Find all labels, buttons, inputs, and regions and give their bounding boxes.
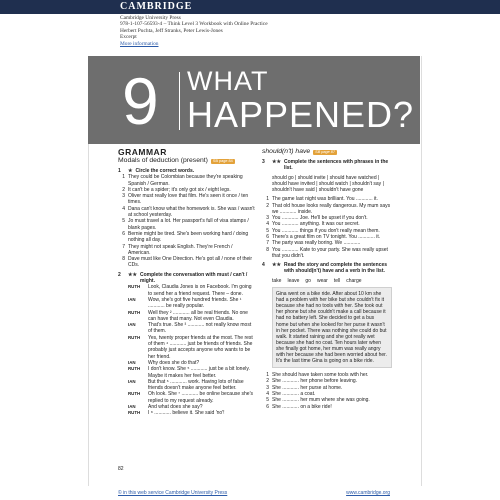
- verb-option: leave: [287, 277, 300, 284]
- unit-number: 9: [122, 64, 159, 138]
- item-text[interactable]: Dana can't know what the homework is. She was / wasn't at school yesterday.: [128, 205, 255, 219]
- item-text[interactable]: It can't be a spider; it's only got six / eight legs.: [128, 186, 231, 193]
- subheading-text: should(n't) have: [262, 148, 311, 155]
- item-text[interactable]: She should have taken some tools with her.: [272, 372, 369, 379]
- item-text[interactable]: You ............ things if you don't really mean them.: [272, 227, 380, 234]
- dialogue-line[interactable]: And what does she say?: [148, 403, 203, 410]
- exercise-instruction: Read the story and complete the sentences with should(n't) have and a verb in the list.: [283, 262, 388, 275]
- item-text[interactable]: Bernie might be tired. She's been working hard / doing nothing all day.: [128, 230, 249, 244]
- exercise-item: [262, 247, 392, 260]
- speaker-name: RUTH: [128, 309, 141, 315]
- dialogue-line[interactable]: That's true. She ³ ............ not really know most of them.: [148, 322, 252, 335]
- verb-option: charge: [346, 277, 362, 284]
- item-number: 6: [266, 403, 269, 410]
- conversation: [128, 284, 256, 416]
- difficulty-stars: ★★: [272, 159, 281, 165]
- exercise-item: [262, 203, 392, 216]
- item-number: 5: [266, 397, 269, 404]
- item-text[interactable]: She ............ her phone before leaving.: [272, 378, 358, 385]
- item-number: 7: [122, 243, 125, 250]
- more-information-link[interactable]: More information: [120, 40, 159, 47]
- item-number: 1: [266, 196, 269, 203]
- item-number: 4: [266, 391, 269, 398]
- dialogue-line[interactable]: Yes, twenty proper friends at the most. The rest of them ⁴ ............ just be friends of friends. She probably just accepts anyone who wants to be her friend.: [148, 334, 253, 360]
- brand-logo: CAMBRIDGE: [120, 1, 193, 12]
- item-text[interactable]: She ............ on a bike ride!: [272, 403, 332, 410]
- dialogue-line[interactable]: Well they ² ............ all be real friends. No one can have that many. Not even Claudia.: [148, 309, 248, 322]
- item-text[interactable]: They might not speak English. They're French / American.: [128, 243, 233, 256]
- right-column: [262, 148, 392, 410]
- difficulty-stars: ★: [128, 168, 133, 174]
- cambridge-site-link[interactable]: www.cambridge.org: [346, 490, 390, 496]
- verb-option: wear: [316, 277, 328, 284]
- speaker-name: RUTH: [128, 391, 141, 397]
- exercise-number: 3: [262, 159, 265, 165]
- dialogue-line[interactable]: Wow, she's got five hundred friends. She ¹ ............ be really popular.: [148, 296, 242, 310]
- item-number: 3: [122, 193, 125, 200]
- item-number: 3: [266, 215, 269, 222]
- dialogue-line[interactable]: Oh look. She ⁷ ............ be online because she's replied to my request already.: [148, 391, 254, 404]
- item-number: 4: [122, 205, 125, 212]
- item-number: 3: [266, 384, 269, 391]
- item-number: 6: [266, 233, 269, 240]
- exercise-instruction: Circle the correct words.: [135, 168, 195, 174]
- exercise-3-items: [262, 196, 392, 259]
- verb-option: go: [305, 277, 311, 284]
- speaker-name: RUTH: [128, 284, 141, 290]
- item-number: 2: [122, 186, 125, 193]
- item-number: 2: [266, 378, 269, 385]
- unit-title-line2: HAPPENED?: [187, 94, 415, 135]
- brand-bar: [0, 0, 500, 14]
- item-text[interactable]: She ............ her mum where she was going.: [272, 397, 370, 404]
- item-text[interactable]: You ............ anything. It was our secret.: [272, 221, 360, 228]
- exercise-item: [118, 244, 256, 257]
- speaker-name: RUTH: [128, 410, 141, 416]
- item-text[interactable]: Dave must like One Direction. He's got all / none of their CDs.: [128, 256, 253, 269]
- difficulty-stars: ★★: [128, 271, 137, 278]
- unit-banner: [88, 56, 420, 144]
- speaker-name: IAN: [128, 359, 136, 365]
- speaker-name: RUTH: [128, 334, 141, 340]
- verb-option: take: [272, 277, 282, 284]
- banner-divider: [179, 72, 180, 130]
- item-text[interactable]: She ............ a coat.: [272, 391, 316, 398]
- authors-line: Herbert Puchta, Jeff Stranks, Peter Lewis-Jones: [120, 27, 223, 34]
- sb-page-tag: SB page 84: [212, 158, 233, 163]
- exercise-number: 2: [118, 271, 121, 278]
- speaker-name: IAN: [128, 322, 136, 328]
- subheading-text: Modals of deduction (present): [118, 157, 208, 164]
- exercise-item: [118, 193, 256, 206]
- left-column: [118, 148, 256, 417]
- copyright-link[interactable]: © in this web service Cambridge University Press: [118, 490, 228, 496]
- exercise-1-items: [118, 174, 256, 268]
- exercise-number: 1: [118, 168, 121, 174]
- item-text[interactable]: They could be Colombian because they're speaking Spanish / German.: [128, 174, 243, 187]
- dialogue-line[interactable]: I don't know. She ⁵ ............ just be a bit lonely. Maybe it makes her feel better.: [148, 366, 250, 379]
- phrase-list: should go | should invite | should have watched | should have invited | should watch | shouldn't say | shouldn't have said | shouldn't have gone: [272, 174, 384, 193]
- item-number: 2: [266, 202, 269, 209]
- item-text[interactable]: The party was really boring. We ............: [272, 240, 361, 247]
- excerpt-line: Excerpt: [120, 34, 137, 41]
- exercise-item: [118, 256, 256, 269]
- footer: [88, 489, 420, 499]
- story-box: Gina went on a bike ride. After about 10 km she had a problem with her bike but she couldn't fix it because she had no tools with her. She took out her phone but she couldn't make a call because it had no battery left. She decided to get a bus home but when she looked for her purse it wasn't in her pocket. There was nothing she could do but walk. It started raining and she got really wet because she had no coat. Ten hours later when she finally got home, her mum was really angry with her because she had been worried about her. It's the last time Gina is going on a bike ride.: [272, 287, 392, 368]
- dialogue-line[interactable]: Why does she do that?: [148, 359, 200, 366]
- exercise-item: [118, 174, 256, 187]
- item-number: 4: [266, 221, 269, 228]
- item-text[interactable]: You ............ Kate to your party. She was really upset that you didn't.: [272, 246, 388, 259]
- grammar-subheading: [118, 157, 256, 165]
- section-heading: GRAMMAR: [118, 147, 167, 157]
- exercise-item: [118, 218, 256, 231]
- item-text[interactable]: You ............ Joe. He'll be upset if you don't.: [272, 215, 368, 222]
- grammar-subheading: [262, 148, 392, 156]
- item-text[interactable]: That old house looks really dangerous. My mum says we ............ inside.: [272, 202, 391, 215]
- verb-list: [272, 278, 392, 284]
- item-number: 8: [122, 256, 125, 263]
- item-number: 8: [266, 246, 269, 253]
- exercise-instruction: Complete the sentences with phrases in the list.: [283, 159, 389, 172]
- item-number: 5: [266, 227, 269, 234]
- publication-info: [120, 15, 268, 47]
- exercise-4-items: [262, 372, 392, 410]
- exercise-item: [262, 404, 392, 410]
- exercise-number: 4: [262, 262, 265, 269]
- publisher-line: Cambridge University Press: [120, 15, 181, 21]
- item-number: 1: [122, 174, 125, 181]
- difficulty-stars: ★★: [272, 262, 281, 269]
- dialogue-line[interactable]: Look, Claudia Jones is on Facebook. I'm going to send her a friend request. There – done.: [148, 284, 252, 297]
- exercise-2-heading: [118, 272, 256, 285]
- item-text[interactable]: There's a great film on TV tonight. You ............ it.: [272, 233, 381, 240]
- item-text[interactable]: Oliver must really love that film. He's seen it once / ten times.: [128, 193, 249, 206]
- speaker-name: IAN: [128, 378, 136, 384]
- dialogue-line[interactable]: But that ⁶ ............ work. Having lots of false friends doesn't make anyone feel better.: [148, 378, 244, 392]
- isbn-title-line: 978-1-107-56593-4 – Think Level 3 Workbook with Online Practice: [120, 21, 268, 28]
- exercise-item: [118, 231, 256, 244]
- item-number: 6: [122, 230, 125, 237]
- dialogue-line[interactable]: I ⁸ ............ believe it. She said 'no'!: [148, 410, 225, 417]
- page-number: 82: [118, 466, 124, 472]
- exercise-3-heading: [262, 159, 392, 172]
- item-text[interactable]: Jo must travel a lot. Her passport's full of visa stamps / blank pages.: [128, 218, 249, 231]
- item-number: 1: [266, 372, 269, 379]
- speaker-name: IAN: [128, 296, 136, 302]
- item-number: 5: [122, 218, 125, 225]
- speaker-name: IAN: [128, 403, 136, 409]
- exercise-item: [118, 206, 256, 219]
- unit-title-line1: WHAT: [187, 66, 269, 96]
- item-text[interactable]: The game last night was brilliant. You ............ it.: [272, 196, 378, 203]
- verb-option: tell: [333, 277, 341, 284]
- exercise-4-heading: [262, 262, 392, 275]
- exercise-instruction: Complete the conversation with must / can't / might.: [139, 271, 248, 285]
- item-text[interactable]: She ............ her purse at home.: [272, 384, 343, 391]
- sb-page-tag: SB page 87: [315, 149, 336, 154]
- speaker-name: RUTH: [128, 366, 141, 372]
- item-number: 7: [266, 240, 269, 247]
